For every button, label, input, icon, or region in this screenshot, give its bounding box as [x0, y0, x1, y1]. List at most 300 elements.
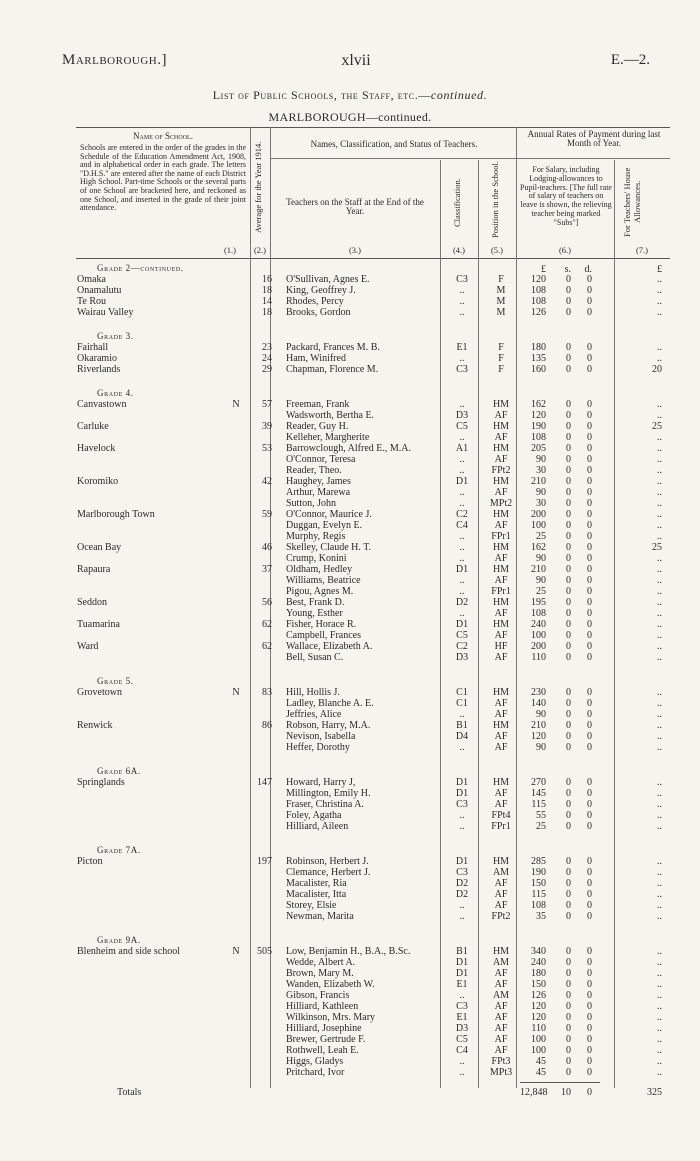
position: AF — [494, 731, 508, 742]
classification: .. — [459, 911, 465, 922]
salary-pounds: 240 — [531, 957, 546, 968]
header-bottom-rule — [76, 258, 670, 259]
teacher-name: Kelleher, Margherite — [286, 432, 370, 443]
salary-shillings: 0 — [566, 465, 571, 476]
salary-pounds: 90 — [536, 553, 546, 564]
house-allowance: .. — [657, 597, 662, 608]
salary-shillings: 0 — [566, 443, 571, 454]
classification: C5 — [456, 1034, 468, 1045]
table-row — [0, 421, 700, 432]
average-attendance: 18 — [262, 285, 272, 296]
salary-pounds: 108 — [531, 432, 546, 443]
house-allowance: .. — [657, 432, 662, 443]
average-attendance: 197 — [257, 856, 272, 867]
school-name: Rapaura — [77, 564, 111, 575]
col6-number: (6.) — [558, 245, 572, 255]
teacher-name: Nevison, Isabella — [286, 731, 356, 742]
school-name: Grovetown — [77, 687, 122, 698]
classification: D1 — [455, 777, 469, 788]
house-allowance: .. — [657, 777, 662, 788]
house-allowance: .. — [657, 274, 662, 285]
salary-shillings: 0 — [566, 421, 571, 432]
teacher-name: Robinson, Herbert J. — [286, 856, 369, 867]
classification: D2 — [455, 597, 469, 608]
house-allowance: .. — [657, 476, 662, 487]
position: AF — [494, 432, 508, 443]
teacher-name: Williams, Beatrice — [286, 575, 361, 586]
school-name: Fairhall — [77, 342, 109, 353]
salary-shillings: 0 — [566, 799, 571, 810]
classification: .. — [459, 432, 465, 443]
salary-shillings: 0 — [566, 586, 571, 597]
table-row — [0, 1067, 700, 1078]
col1-number: (1.) — [223, 245, 237, 255]
position: AF — [494, 1023, 508, 1034]
col7-number: (7.) — [635, 245, 649, 255]
house-allowance: .. — [657, 586, 662, 597]
house-allowance: .. — [657, 911, 662, 922]
table-row — [0, 900, 700, 911]
grade-heading — [0, 676, 700, 687]
house-allowance: .. — [657, 520, 662, 531]
school-name: Onamalutu — [77, 285, 122, 296]
average-attendance: 16 — [262, 274, 272, 285]
position: AF — [494, 889, 508, 900]
salary-shillings: 0 — [566, 979, 571, 990]
position: FPr1 — [491, 531, 511, 542]
table-row — [0, 364, 700, 375]
salary-shillings: 0 — [566, 342, 571, 353]
classification: C3 — [456, 867, 468, 878]
salary-pounds: 190 — [531, 867, 546, 878]
teacher-name: Arthur, Marewa — [286, 487, 351, 498]
salary-pence: 0 — [587, 709, 592, 720]
teacher-name: Young, Esther — [286, 608, 343, 619]
teacher-name: Oldham, Hedley — [286, 564, 353, 575]
salary-shillings: 0 — [566, 911, 571, 922]
classification: D2 — [455, 878, 469, 889]
teacher-name: Fisher, Horace R. — [286, 619, 357, 630]
salary-pence: 0 — [587, 399, 592, 410]
salary-pounds: 120 — [531, 274, 546, 285]
teacher-name: Howard, Harry J, — [286, 777, 356, 788]
teacher-name: Best, Frank D. — [286, 597, 345, 608]
salary-pounds: 120 — [531, 1001, 546, 1012]
salary-pence: 0 — [587, 342, 592, 353]
salary-shillings: 0 — [566, 709, 571, 720]
header-left: Marlborough.] — [62, 52, 167, 68]
classification: D1 — [455, 564, 469, 575]
grade-heading — [0, 935, 700, 946]
salary-pounds: 140 — [531, 698, 546, 709]
salary-shillings: 0 — [566, 296, 571, 307]
salary-pence: 0 — [587, 641, 592, 652]
average-attendance: 46 — [262, 542, 272, 553]
table-row — [0, 990, 700, 1001]
col3-number: (3.) — [348, 245, 362, 255]
table-row — [0, 285, 700, 296]
salary-pence: 0 — [587, 810, 592, 821]
grade-heading — [0, 766, 700, 777]
salary-pounds: 100 — [531, 1045, 546, 1056]
teacher-name: Robson, Harry, M.A. — [286, 720, 371, 731]
col4-heading: Classification. — [452, 178, 462, 228]
salary-shillings: 0 — [566, 432, 571, 443]
school-name: Carluke — [77, 421, 109, 432]
col-divider — [516, 127, 517, 258]
salary-pence: 0 — [587, 364, 592, 375]
average-attendance: 505 — [257, 946, 272, 957]
classification: D1 — [455, 856, 469, 867]
position: HM — [492, 443, 510, 454]
classification: .. — [459, 399, 465, 410]
classification: C3 — [456, 799, 468, 810]
table-row — [0, 799, 700, 810]
salary-pence: 0 — [587, 296, 592, 307]
salary-pence: 0 — [587, 608, 592, 619]
salary-pence: 0 — [587, 586, 592, 597]
position: AF — [494, 1045, 508, 1056]
school-name: Tuamarina — [77, 619, 120, 630]
average-attendance: 24 — [262, 353, 272, 364]
col5-heading: Position in the School. — [490, 161, 500, 238]
salary-shillings: 0 — [566, 274, 571, 285]
house-allowance: .. — [657, 788, 662, 799]
school-name: Koromiko — [77, 476, 119, 487]
classification: C3 — [456, 274, 468, 285]
salary-shillings: 0 — [566, 720, 571, 731]
house-allowance: .. — [657, 1023, 662, 1034]
position: AM — [492, 957, 510, 968]
table-row — [0, 821, 700, 832]
salary-shillings: 0 — [566, 542, 571, 553]
table-row — [0, 443, 700, 454]
house-allowance: .. — [657, 720, 662, 731]
house-allowance: .. — [657, 900, 662, 911]
classification: .. — [459, 1067, 465, 1078]
salary-pounds: 108 — [531, 900, 546, 911]
salary-pounds: 200 — [531, 509, 546, 520]
salary-pounds: 210 — [531, 720, 546, 731]
salary-shillings: 0 — [566, 531, 571, 542]
table-row — [0, 564, 700, 575]
teacher-name: Reader, Guy H. — [286, 421, 349, 432]
salary-pence: 0 — [587, 821, 592, 832]
position: AF — [494, 742, 508, 753]
salary-shillings: 0 — [566, 821, 571, 832]
table-row — [0, 542, 700, 553]
salary-pounds: 90 — [536, 575, 546, 586]
teacher-name: Low, Benjamin H., B.A., B.Sc. — [286, 946, 411, 957]
salary-pence: 0 — [587, 900, 592, 911]
classification: C2 — [456, 509, 468, 520]
title-continued: continued. — [430, 88, 488, 102]
table-row — [0, 498, 700, 509]
table-row — [0, 1023, 700, 1034]
teacher-name: Wilkinson, Mrs. Mary — [286, 1012, 376, 1023]
position: HM — [492, 687, 510, 698]
totals-row — [0, 1087, 700, 1098]
house-allowance: .. — [657, 709, 662, 720]
average-attendance: 29 — [262, 364, 272, 375]
salary-shillings: 0 — [566, 652, 571, 663]
allowance-symbol: £ — [657, 264, 662, 275]
teacher-name: Haughey, James — [286, 476, 351, 487]
table-row — [0, 1001, 700, 1012]
school-name: Canvastown — [77, 399, 127, 410]
classification: C2 — [456, 641, 468, 652]
position: MPt3 — [489, 1067, 513, 1078]
position: F — [498, 342, 504, 353]
salary-shillings: 0 — [566, 889, 571, 900]
salary-pounds: 115 — [531, 889, 546, 900]
teacher-name: Barrowclough, Alfred E., M.A. — [286, 443, 411, 454]
col-divider — [614, 160, 615, 258]
table-row — [0, 274, 700, 285]
table-body — [0, 263, 700, 1078]
house-allowance: .. — [657, 979, 662, 990]
salary-pounds: 110 — [531, 652, 546, 663]
teacher-name: Hilliard, Aileen — [286, 821, 349, 832]
classification: B1 — [456, 720, 468, 731]
salary-pounds: 210 — [531, 476, 546, 487]
salary-pounds: 126 — [531, 990, 546, 1001]
native-marker: N — [232, 946, 240, 957]
teacher-name: Fraser, Christina A. — [286, 799, 364, 810]
average-attendance: 56 — [262, 597, 272, 608]
salary-pounds: 100 — [531, 630, 546, 641]
salary-shillings: 0 — [566, 564, 571, 575]
classification: C3 — [456, 1001, 468, 1012]
classification: .. — [459, 296, 465, 307]
salary-shillings: 0 — [566, 410, 571, 421]
salary-shillings: 0 — [566, 1034, 571, 1045]
house-allowance: .. — [657, 821, 662, 832]
salary-pounds: 108 — [531, 608, 546, 619]
table-row — [0, 487, 700, 498]
house-allowance: .. — [657, 990, 662, 1001]
table-row — [0, 1056, 700, 1067]
teacher-name: Sutton, John — [286, 498, 337, 509]
house-allowance: .. — [657, 698, 662, 709]
salary-pence: 0 — [587, 889, 592, 900]
position: HM — [492, 946, 510, 957]
school-name: Springlands — [77, 777, 125, 788]
table-row — [0, 296, 700, 307]
salary-pounds: 270 — [531, 777, 546, 788]
salary-pounds: 108 — [531, 296, 546, 307]
house-allowance: .. — [657, 443, 662, 454]
position: M — [496, 296, 506, 307]
table-row — [0, 777, 700, 788]
classification: E1 — [456, 342, 468, 353]
salary-pounds: 30 — [536, 498, 546, 509]
salary-pounds: 120 — [531, 1012, 546, 1023]
salary-shillings: 0 — [566, 968, 571, 979]
col-divider — [270, 127, 271, 258]
table-row — [0, 957, 700, 968]
salary-shillings: 0 — [566, 856, 571, 867]
classification: .. — [459, 1056, 465, 1067]
average-attendance: 62 — [262, 619, 272, 630]
position: FPr1 — [491, 821, 511, 832]
classification: D1 — [455, 476, 469, 487]
school-name: Omaka — [77, 274, 106, 285]
classification: .. — [459, 553, 465, 564]
house-allowance: .. — [657, 498, 662, 509]
salary-shillings: 0 — [566, 476, 571, 487]
totals-label: Totals — [117, 1087, 142, 1098]
salary-pounds: 90 — [536, 487, 546, 498]
house-allowance: .. — [657, 1045, 662, 1056]
average-attendance: 86 — [262, 720, 272, 731]
salary-pence: 0 — [587, 788, 592, 799]
classification: .. — [459, 487, 465, 498]
salary-pounds: 90 — [536, 709, 546, 720]
average-attendance: 39 — [262, 421, 272, 432]
position: FPt3 — [491, 1056, 511, 1067]
table-row — [0, 698, 700, 709]
salary-pence: 0 — [587, 698, 592, 709]
salary-pounds: 108 — [531, 285, 546, 296]
teacher-name: Clemance, Herbert J. — [286, 867, 371, 878]
pence-symbol: d. — [584, 264, 592, 275]
average-attendance: 83 — [262, 687, 272, 698]
classification: C5 — [456, 630, 468, 641]
table-row — [0, 465, 700, 476]
table-row — [0, 342, 700, 353]
teacher-name: Duggan, Evelyn E. — [286, 520, 363, 531]
table-row — [0, 720, 700, 731]
classification: C4 — [456, 520, 468, 531]
col1-description: Schools are entered in the order of the grades in the Schedule of the Education Amendment Act, 1908, and in alphabetical order in each grade. The letters "D.H.S." are entered after the name of each District High School. Part-time Schools or the several parts of one School are bracketed here, and reckoned as one School, and inserted in the grade of their joint attendance. — [80, 143, 246, 213]
totals-allowance: 325 — [647, 1087, 662, 1098]
classification: D4 — [455, 731, 469, 742]
totals-shillings: 10 — [561, 1087, 571, 1098]
house-allowance: .. — [657, 742, 662, 753]
house-allowance: .. — [657, 285, 662, 296]
salary-pounds: 45 — [536, 1067, 546, 1078]
school-name: Te Rou — [77, 296, 107, 307]
position: F — [498, 364, 504, 375]
teacher-name: Ladley, Blanche A. E. — [286, 698, 374, 709]
classification: .. — [459, 900, 465, 911]
salary-pounds: 55 — [536, 810, 546, 821]
position: AF — [494, 608, 508, 619]
teacher-name: Macalister, Ria — [286, 878, 347, 889]
house-allowance: .. — [657, 1034, 662, 1045]
position: HM — [492, 476, 510, 487]
table-row — [0, 1012, 700, 1023]
house-allowance: .. — [657, 731, 662, 742]
table-row — [0, 641, 700, 652]
salary-pence: 0 — [587, 353, 592, 364]
salary-pounds: 190 — [531, 421, 546, 432]
col-divider — [250, 127, 251, 258]
position: FPr1 — [491, 586, 511, 597]
header-top-rule — [76, 127, 670, 128]
school-name: Ocean Bay — [77, 542, 122, 553]
classification: .. — [459, 454, 465, 465]
position: AF — [494, 878, 508, 889]
classification: D3 — [455, 652, 469, 663]
salary-pence: 0 — [587, 630, 592, 641]
salary-shillings: 0 — [566, 731, 571, 742]
table-row — [0, 968, 700, 979]
spacer-row — [0, 832, 700, 845]
house-allowance: .. — [657, 1012, 662, 1023]
salary-pence: 0 — [587, 799, 592, 810]
salary-pence: 0 — [587, 968, 592, 979]
position: AF — [494, 553, 508, 564]
salary-pounds: 162 — [531, 399, 546, 410]
grade-label: Grade 5. — [97, 676, 134, 686]
house-allowance: .. — [657, 946, 662, 957]
teacher-name: Pigou, Agnes M. — [286, 586, 354, 597]
salary-shillings: 0 — [566, 1001, 571, 1012]
teacher-name: Rothwell, Leah E. — [286, 1045, 359, 1056]
teacher-name: Macalister, Itta — [286, 889, 347, 900]
house-allowance: .. — [657, 641, 662, 652]
col-divider — [478, 160, 479, 258]
house-allowance: .. — [657, 353, 662, 364]
col6-heading: For Salary, including Lodging-allowances to Pupil-teachers. [The full rate of salary of teachers on leave is shown, the relieving teacher being marked "Subs"] — [520, 165, 612, 227]
salary-pence: 0 — [587, 652, 592, 663]
salary-pence: 0 — [587, 285, 592, 296]
salary-pounds: 100 — [531, 1034, 546, 1045]
salary-pounds: 150 — [531, 979, 546, 990]
table-row — [0, 1034, 700, 1045]
table-row — [0, 788, 700, 799]
position: HM — [492, 542, 510, 553]
page-subtitle: MARLBOROUGH—continued. — [268, 110, 432, 124]
salary-pounds: 180 — [531, 968, 546, 979]
school-name: Blenheim and side school — [77, 946, 181, 957]
classification: .. — [459, 709, 465, 720]
house-allowance: .. — [657, 630, 662, 641]
salary-shillings: 0 — [566, 608, 571, 619]
position: HM — [492, 399, 510, 410]
classification: .. — [459, 285, 465, 296]
salary-shillings: 0 — [566, 399, 571, 410]
house-allowance: .. — [657, 878, 662, 889]
page-title — [0, 88, 700, 103]
position: AF — [494, 520, 508, 531]
salary-shillings: 0 — [566, 619, 571, 630]
classification: B1 — [456, 946, 468, 957]
position: AF — [494, 1001, 508, 1012]
grade-heading — [0, 388, 700, 399]
position: HM — [492, 619, 510, 630]
average-attendance: 62 — [262, 641, 272, 652]
teacher-name: Wanden, Elizabeth W. — [286, 979, 375, 990]
salary-shillings: 0 — [566, 900, 571, 911]
position: HF — [494, 641, 508, 652]
salary-pence: 0 — [587, 487, 592, 498]
table-row — [0, 946, 700, 957]
grade-heading — [0, 331, 700, 342]
col5-number: (5.) — [490, 245, 504, 255]
table-row — [0, 687, 700, 698]
classification: C3 — [456, 364, 468, 375]
classification: .. — [459, 575, 465, 586]
pounds-symbol: £ — [541, 264, 546, 275]
salary-pence: 0 — [587, 1023, 592, 1034]
position: MPt2 — [489, 498, 513, 509]
house-allowance: .. — [657, 968, 662, 979]
position: AM — [492, 867, 510, 878]
salary-shillings: 0 — [566, 687, 571, 698]
